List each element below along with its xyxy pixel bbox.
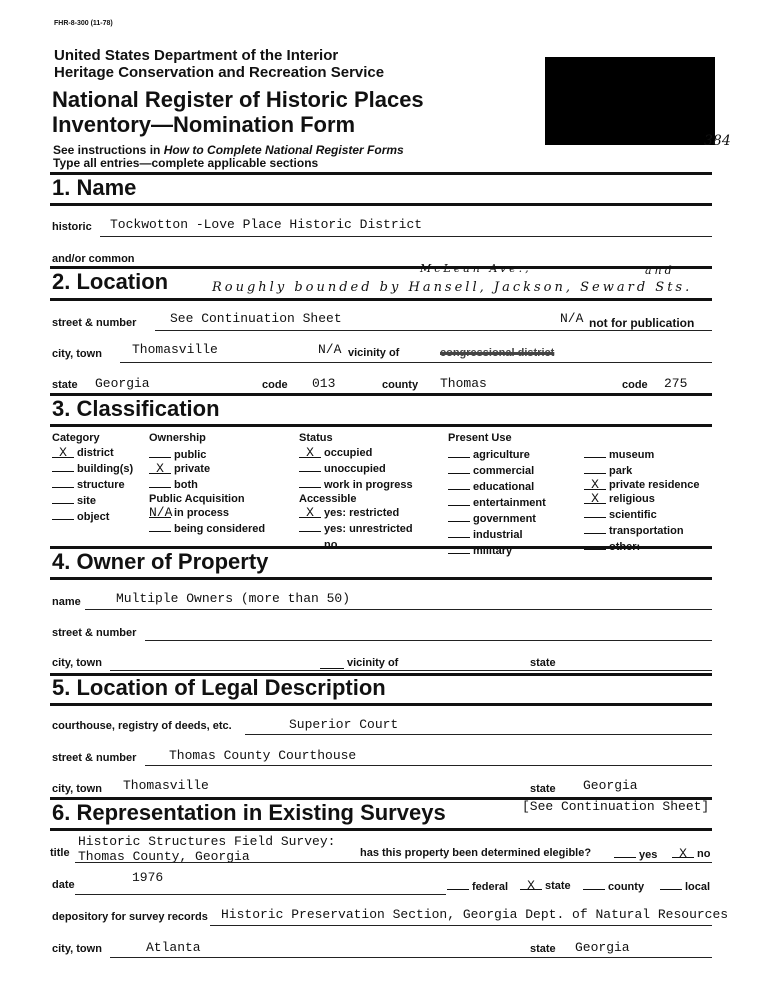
- depository-line: [210, 925, 712, 926]
- congressional-district-struck: congressional district: [440, 347, 555, 359]
- vicinity-label: vicinity of: [348, 347, 400, 359]
- stamp-fragment: 384: [704, 133, 731, 149]
- checkbox-blank[interactable]: X: [672, 846, 694, 858]
- section-5-bottom-rule: [50, 703, 712, 706]
- owner-city-line: [110, 670, 712, 671]
- category-heading: Category: [52, 432, 100, 444]
- acquisition-heading: Public Acquisition: [149, 493, 245, 505]
- ownership-list: [149, 446, 265, 536]
- checkbox-blank[interactable]: [299, 460, 321, 472]
- use-agriculture: agriculture: [448, 446, 546, 462]
- common-label: and/or common: [52, 253, 135, 265]
- category-object: object: [52, 508, 133, 524]
- county-code-label: code: [622, 379, 648, 391]
- category-list: [52, 446, 133, 524]
- use-industrial: industrial: [448, 526, 546, 542]
- survey-state-value: Georgia: [575, 940, 630, 955]
- section-3-heading: 3. Classification: [52, 396, 220, 421]
- street-value: See Continuation Sheet: [170, 311, 342, 326]
- accessible-heading: Accessible: [299, 493, 357, 505]
- courthouse-value: Superior Court: [289, 717, 399, 732]
- owner-city-label: city, town: [52, 657, 102, 669]
- checkbox-blank[interactable]: [448, 462, 470, 474]
- checkbox-blank[interactable]: X: [584, 478, 606, 490]
- city-label: city, town: [52, 348, 102, 360]
- checkbox-blank[interactable]: [584, 506, 606, 518]
- instructions-line-2: Type all entries—complete applicable sections: [53, 156, 319, 170]
- agency-line-2: Heritage Conservation and Recreation Service: [54, 64, 385, 81]
- checkbox-blank[interactable]: [52, 476, 74, 488]
- use-educational: educational: [448, 478, 546, 494]
- survey-continuation-note: [See Continuation Sheet]: [522, 799, 710, 814]
- accessible-no: no: [299, 536, 413, 552]
- survey-city-line: [110, 957, 712, 958]
- survey-city-label: city, town: [52, 943, 102, 955]
- checkbox-blank[interactable]: [149, 446, 171, 458]
- use-other: other:: [584, 538, 700, 554]
- instructions-line-1: See instructions in How to Complete National Register Forms: [53, 143, 404, 157]
- checkbox-blank[interactable]: [149, 520, 171, 532]
- use-scientific: scientific: [584, 506, 700, 522]
- owner-state-label: state: [530, 657, 556, 669]
- acquisition-being-considered: being considered: [149, 520, 265, 536]
- checkbox-blank[interactable]: [448, 494, 470, 506]
- checkbox-blank[interactable]: [448, 478, 470, 490]
- category-structure: structure: [52, 476, 133, 492]
- checkbox-blank[interactable]: [583, 878, 605, 890]
- survey-title-label: title: [50, 847, 70, 859]
- checkbox-blank[interactable]: [447, 878, 469, 890]
- legal-street-label: street & number: [52, 752, 137, 764]
- use-commercial: commercial: [448, 462, 546, 478]
- survey-date-line: [75, 894, 446, 895]
- checkbox-blank[interactable]: X: [52, 446, 74, 458]
- owner-name-line: [85, 609, 712, 610]
- owner-street-line: [145, 640, 712, 641]
- status-occupied: X occupied: [299, 446, 413, 460]
- checkbox-blank[interactable]: [448, 526, 470, 538]
- legal-state-label: state: [530, 783, 556, 795]
- checkbox-blank[interactable]: [52, 460, 74, 472]
- legal-street-line: [145, 765, 712, 766]
- present-use-col-2: [584, 446, 700, 554]
- checkbox-blank[interactable]: N/A: [149, 505, 173, 520]
- owner-street-label: street & number: [52, 627, 137, 639]
- status-unoccupied: unoccupied: [299, 460, 413, 476]
- city-line: [120, 362, 712, 363]
- use-entertainment: entertainment: [448, 494, 546, 510]
- ownership-both: both: [149, 476, 265, 492]
- section-2-bottom-rule: [50, 298, 712, 301]
- survey-city-value: Atlanta: [146, 940, 201, 955]
- checkbox-blank[interactable]: [52, 492, 74, 504]
- section-4-heading: 4. Owner of Property: [52, 549, 269, 574]
- category-buildings: building(s): [52, 460, 133, 476]
- checkbox-blank[interactable]: [660, 878, 682, 890]
- state-code-value: 013: [312, 376, 336, 391]
- checkbox-blank[interactable]: [584, 462, 606, 474]
- city-value: Thomasville: [132, 342, 218, 357]
- section-4-bottom-rule: [50, 577, 712, 580]
- survey-date-value: 1976: [132, 870, 164, 885]
- ownership-heading: Ownership: [149, 432, 206, 444]
- street-label: street & number: [52, 317, 137, 329]
- owner-vicinity-label: vicinity of: [347, 657, 399, 669]
- checkbox-blank[interactable]: X: [520, 878, 542, 890]
- vicinity-value: N/A: [318, 342, 342, 357]
- section-5-heading: 5. Location of Legal Description: [52, 675, 386, 700]
- present-use-col-1: [448, 446, 546, 558]
- handwritten-boundary-note: Roughly bounded by Hansell, Jackson, Seward Sts.: [212, 280, 693, 295]
- status-work-in-progress: work in progress: [299, 476, 413, 492]
- form-title-line-2: Inventory—Nomination Form: [52, 112, 356, 137]
- survey-state-label: state: [530, 943, 556, 955]
- level-local: local: [660, 878, 710, 893]
- checkbox-blank[interactable]: [299, 520, 321, 532]
- handwritten-above: McLean Ave.,: [420, 262, 532, 275]
- street-line: [155, 330, 712, 331]
- acquisition-in-process: N/A in process: [149, 505, 230, 520]
- depository-label: depository for survey records: [52, 911, 208, 923]
- use-private-residence: X private residence: [584, 478, 700, 492]
- state-value: Georgia: [95, 376, 150, 391]
- redaction-box: [545, 57, 715, 145]
- accessible-unrestricted: yes: unrestricted: [299, 520, 413, 536]
- section-1-heading: 1. Name: [52, 175, 137, 200]
- level-state: X state: [520, 878, 571, 892]
- historic-line: [100, 236, 712, 237]
- legal-city-label: city, town: [52, 783, 102, 795]
- category-site: site: [52, 492, 133, 508]
- use-government: government: [448, 510, 546, 526]
- eligible-no: X no: [672, 846, 710, 860]
- legal-city-value: Thomasville: [123, 778, 209, 793]
- checkbox-blank[interactable]: [584, 446, 606, 458]
- ownership-public: public: [149, 446, 265, 462]
- not-for-publication-value: N/A: [560, 311, 584, 326]
- use-religious: X religious: [584, 492, 700, 506]
- checkbox-blank[interactable]: X: [299, 506, 321, 518]
- checkbox-blank[interactable]: [299, 476, 321, 488]
- section-6-bottom-rule: [50, 828, 712, 831]
- section-1-bottom-rule: [50, 203, 712, 206]
- survey-title-line-2: Thomas County, Georgia: [78, 849, 250, 864]
- checkbox-blank[interactable]: X: [584, 492, 606, 504]
- level-county: county: [583, 878, 644, 893]
- eligible-question: has this property been determined elegible?: [360, 847, 592, 859]
- section-3-bottom-rule: [50, 424, 712, 427]
- use-military: military: [448, 542, 546, 558]
- not-for-publication-label: not for publication: [589, 316, 695, 330]
- category-district: X district: [52, 446, 133, 460]
- status-list: [299, 446, 413, 552]
- accessible-restricted: X yes: restricted: [299, 506, 413, 520]
- depository-value: Historic Preservation Section, Georgia Dept. of Natural Resources: [221, 907, 729, 922]
- checkbox-blank[interactable]: [584, 522, 606, 534]
- state-code-label: code: [262, 379, 288, 391]
- status-heading: Status: [299, 432, 333, 444]
- handwritten-and: and: [645, 264, 675, 277]
- ownership-private: X private: [149, 462, 265, 476]
- level-federal: federal: [447, 878, 508, 893]
- use-transportation: transportation: [584, 522, 700, 538]
- historic-label: historic: [52, 221, 92, 233]
- present-use-heading: Present Use: [448, 432, 512, 444]
- survey-title-line-1: Historic Structures Field Survey:: [78, 834, 336, 849]
- survey-date-label: date: [52, 879, 75, 891]
- courthouse-line: [245, 734, 712, 735]
- eligible-yes: yes: [614, 846, 657, 861]
- county-code-value: 275: [664, 376, 688, 391]
- historic-value: Tockwotton -Love Place Historic District: [110, 217, 423, 232]
- owner-name-label: name: [52, 596, 81, 608]
- section-1-top-rule: [50, 172, 712, 175]
- checkbox-blank[interactable]: [448, 510, 470, 522]
- survey-title-line: [75, 862, 712, 863]
- form-number: FHR-8-300 (11-78): [54, 20, 113, 27]
- checkbox-blank[interactable]: X: [149, 462, 171, 474]
- checkbox-blank[interactable]: [52, 508, 74, 520]
- use-museum: museum: [584, 446, 700, 462]
- checkbox-blank[interactable]: [149, 476, 171, 488]
- legal-street-value: Thomas County Courthouse: [169, 748, 357, 763]
- form-title-line-1: National Register of Historic Places: [52, 87, 424, 112]
- checkbox-blank[interactable]: X: [299, 446, 321, 458]
- section-2-heading: 2. Location: [52, 269, 169, 294]
- checkbox-blank[interactable]: [448, 446, 470, 458]
- state-label: state: [52, 379, 78, 391]
- owner-name-value: Multiple Owners (more than 50): [116, 591, 351, 606]
- use-park: park: [584, 462, 700, 478]
- section-6-heading: 6. Representation in Existing Surveys: [52, 800, 446, 825]
- county-label: county: [382, 379, 419, 391]
- courthouse-label: courthouse, registry of deeds, etc.: [52, 720, 232, 732]
- agency-line-1: United States Department of the Interior: [54, 47, 339, 64]
- checkbox-blank[interactable]: [614, 846, 636, 858]
- county-value: Thomas: [440, 376, 487, 391]
- legal-state-value: Georgia: [583, 778, 638, 793]
- owner-vicinity-blank: [320, 668, 344, 669]
